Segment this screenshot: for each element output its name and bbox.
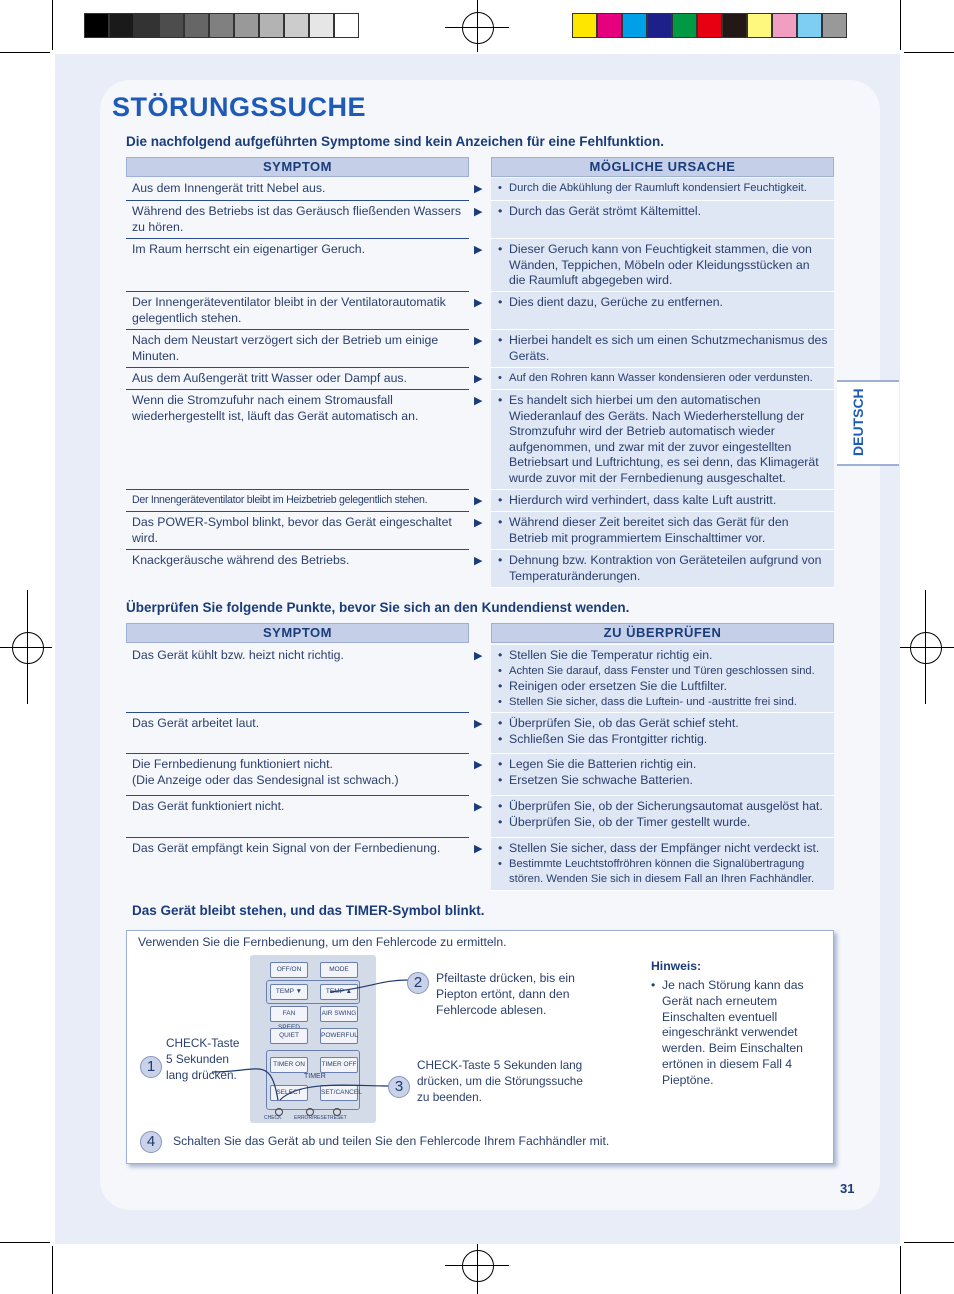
- step-2-text: Pfeiltaste drücken, bis ein Piepton ertönt, dann den Fehlercode ablesen.: [436, 971, 575, 1017]
- step-4-number: 4: [140, 1131, 162, 1153]
- check-label: CHECK: [264, 1115, 282, 1121]
- table-row: Das Gerät kühlt bzw. heizt nicht richtig. ▶ • Stellen Sie die Temperatur richtig ein. • Achten Sie darauf, dass Fenster und Türen geschlossen sind. • Reinigen oder ersetzen Sie die Luftfilter. • Stellen Sie sicher, dass die Luftein- und -austritte frei sind.: [126, 645, 834, 713]
- arrow-icon: ▶: [474, 495, 483, 507]
- section2-heading: Überprüfen Sie folgende Punkte, bevor Sie sich an den Kundendienst wenden.: [126, 600, 630, 615]
- timer-label: TIMER: [304, 1073, 326, 1080]
- arrow-icon: ▶: [474, 335, 483, 347]
- table-row: Aus dem Innengerät tritt Nebel aus. ▶ • Durch die Abkühlung der Raumluft kondensiert Feuchtigkeit.: [126, 178, 834, 201]
- section2-symptom-header: SYMPTOM: [126, 623, 469, 643]
- side-tab-label: DEUTSCH: [850, 388, 866, 456]
- step-3-number: 3: [388, 1076, 410, 1098]
- table-row: Während des Betriebs ist das Geräusch fließenden Wassers zu hören. ▶ • Durch das Gerät strömt Kältemittel.: [126, 201, 834, 239]
- section2-check-header: ZU ÜBERPRÜFEN: [491, 623, 834, 643]
- arrow-icon: ▶: [474, 650, 483, 662]
- temp-down-button: TEMP ▼: [270, 984, 308, 1000]
- arrow-icon: ▶: [474, 555, 483, 567]
- page-title: STÖRUNGSSUCHE: [112, 92, 367, 122]
- mode-button: MODE: [320, 962, 358, 978]
- air-swing-button: AIR SWING: [320, 1006, 358, 1022]
- step-1-number: 1: [140, 1056, 162, 1078]
- arrow-icon: ▶: [474, 206, 483, 218]
- table-row: Aus dem Außengerät tritt Wasser oder Dampf aus. ▶ • Auf den Rohren kann Wasser kondensieren oder verdunsten.: [126, 368, 834, 390]
- arrow-icon: ▶: [474, 843, 483, 855]
- table-row: Das Gerät arbeitet laut. ▶ • Überprüfen Sie, ob das Gerät schief steht. • Schließen Sie das Frontgitter richtig.: [126, 713, 834, 754]
- step-1-text: CHECK-Taste 5 Sekunden lang drücken.: [166, 1036, 240, 1082]
- arrow-icon: ▶: [474, 244, 483, 256]
- section1-symptom-header: SYMPTOM: [126, 157, 469, 177]
- table-row: Nach dem Neustart verzögert sich der Betrieb um einige Minuten. ▶ • Hierbei handelt es sich um einen Schutzmechanismus des Geräts.: [126, 330, 834, 368]
- note-text: • Je nach Störung kann das Gerät nach erneutem Einschalten eventuell eingeschränkt verwendet werden. Beim Einschalten ertönen in diesem Fall 4 Pieptöne.: [662, 978, 818, 1089]
- note-title: Hinweis:: [651, 959, 702, 973]
- quiet-button: QUIET: [270, 1028, 308, 1044]
- table-row: Der Innengeräteventilator bleibt im Heizbetrieb gelegentlich stehen. ▶ • Hierdurch wird verhindert, dass kalte Luft austritt.: [126, 490, 834, 512]
- arrow-icon: ▶: [474, 395, 483, 407]
- section3-intro: Verwenden Sie die Fernbedienung, um den Fehlercode zu ermitteln.: [138, 935, 507, 949]
- set-cancel-button: SET/CANCEL: [320, 1085, 358, 1101]
- timer-on-button: TIMER ON: [270, 1057, 308, 1073]
- powerful-button: POWERFUL: [320, 1028, 358, 1044]
- arrow-icon: ▶: [474, 801, 483, 813]
- arrow-icon: ▶: [474, 759, 483, 771]
- table-row: Das Gerät empfängt kein Signal von der Fernbedienung. ▶ • Stellen Sie sicher, dass der Empfänger nicht verdeckt ist. • Bestimmte Leuchtstoffröhren können die Signalübertragung stören. Wenden Sie sich in diesem Fall an Ihren Fachhändler.: [126, 838, 834, 891]
- select-button: SELECT: [270, 1085, 308, 1101]
- table-row: Knackgeräusche während des Betriebs. ▶ • Dehnung bzw. Kontraktion von Geräteteilen aufgrund von Temperaturänderungen.: [126, 550, 834, 588]
- arrow-icon: ▶: [474, 718, 483, 730]
- table-row: Der Innengeräteventilator bleibt in der Ventilatorautomatik gelegentlich stehen. ▶ • Dies dient dazu, Gerüche zu entfernen.: [126, 292, 834, 330]
- reset-label: RESET: [330, 1115, 347, 1121]
- step-3-text: CHECK-Taste 5 Sekunden lang drücken, um die Störungssuche zu beenden.: [417, 1058, 583, 1104]
- section3-heading: Das Gerät bleibt stehen, und das TIMER-Symbol blinkt.: [132, 903, 485, 918]
- table-row: Die Fernbedienung funktioniert nicht. (Die Anzeige oder das Sendesignal ist schwach.) ▶ • Legen Sie die Batterien richtig ein. • Ersetzen Sie schwache Batterien.: [126, 754, 834, 796]
- section1-cause-header: MÖGLICHE URSACHE: [491, 157, 834, 177]
- table-row: Das Gerät funktioniert nicht. ▶ • Überprüfen Sie, ob der Sicherungsautomat ausgelöst hat. • Überprüfen Sie, ob der Timer gestellt wurde.: [126, 796, 834, 838]
- off-on-button: OFF/ON: [270, 962, 308, 978]
- table-row: Wenn die Stromzufuhr nach einem Stromausfall wiederhergestellt ist, läuft das Gerät automatisch an. ▶ • Es handelt sich hierbei um den automatischen Wiederanlauf des Geräts. Nach Wiederherstellung der Stromzufuhr wird der Betrieb automatisch wieder aufgenommen, und zwar mit der zuvor eingestellten Betriebsart und Luftrichtung, es sei denn, das Klimagerät wurde zuvor mit der Fernbedienung ausgeschaltet.: [126, 390, 834, 490]
- arrow-icon: ▶: [474, 297, 483, 309]
- table-row: Das POWER-Symbol blinkt, bevor das Gerät eingeschaltet wird. ▶ • Während dieser Zeit bereitet sich das Gerät für den Betrieb mit programmiertem Einschalttimer vor.: [126, 512, 834, 550]
- timer-off-button: TIMER OFF: [320, 1057, 358, 1073]
- fan-speed-button: FAN: [270, 1006, 308, 1022]
- error-reset-label: ERROR/RESET: [294, 1115, 331, 1121]
- section1-heading: Die nachfolgend aufgeführten Symptome sind kein Anzeichen für eine Fehlfunktion.: [126, 134, 665, 149]
- arrow-icon: ▶: [474, 183, 483, 195]
- step-4-text: Schalten Sie das Gerät ab und teilen Sie den Fehlercode Ihrem Fachhändler mit.: [173, 1134, 610, 1148]
- temp-up-button: TEMP ▲: [320, 984, 358, 1000]
- arrow-icon: ▶: [474, 517, 483, 529]
- table-row: Im Raum herrscht ein eigenartiger Geruch. ▶ • Dieser Geruch kann von Feuchtigkeit stammen, die von Wänden, Teppichen, Möbeln oder Kleidungsstücken an die Raumluft abgegeben wird.: [126, 239, 834, 292]
- page-number: 31: [840, 1181, 855, 1196]
- arrow-icon: ▶: [474, 373, 483, 385]
- step-2-number: 2: [407, 972, 429, 994]
